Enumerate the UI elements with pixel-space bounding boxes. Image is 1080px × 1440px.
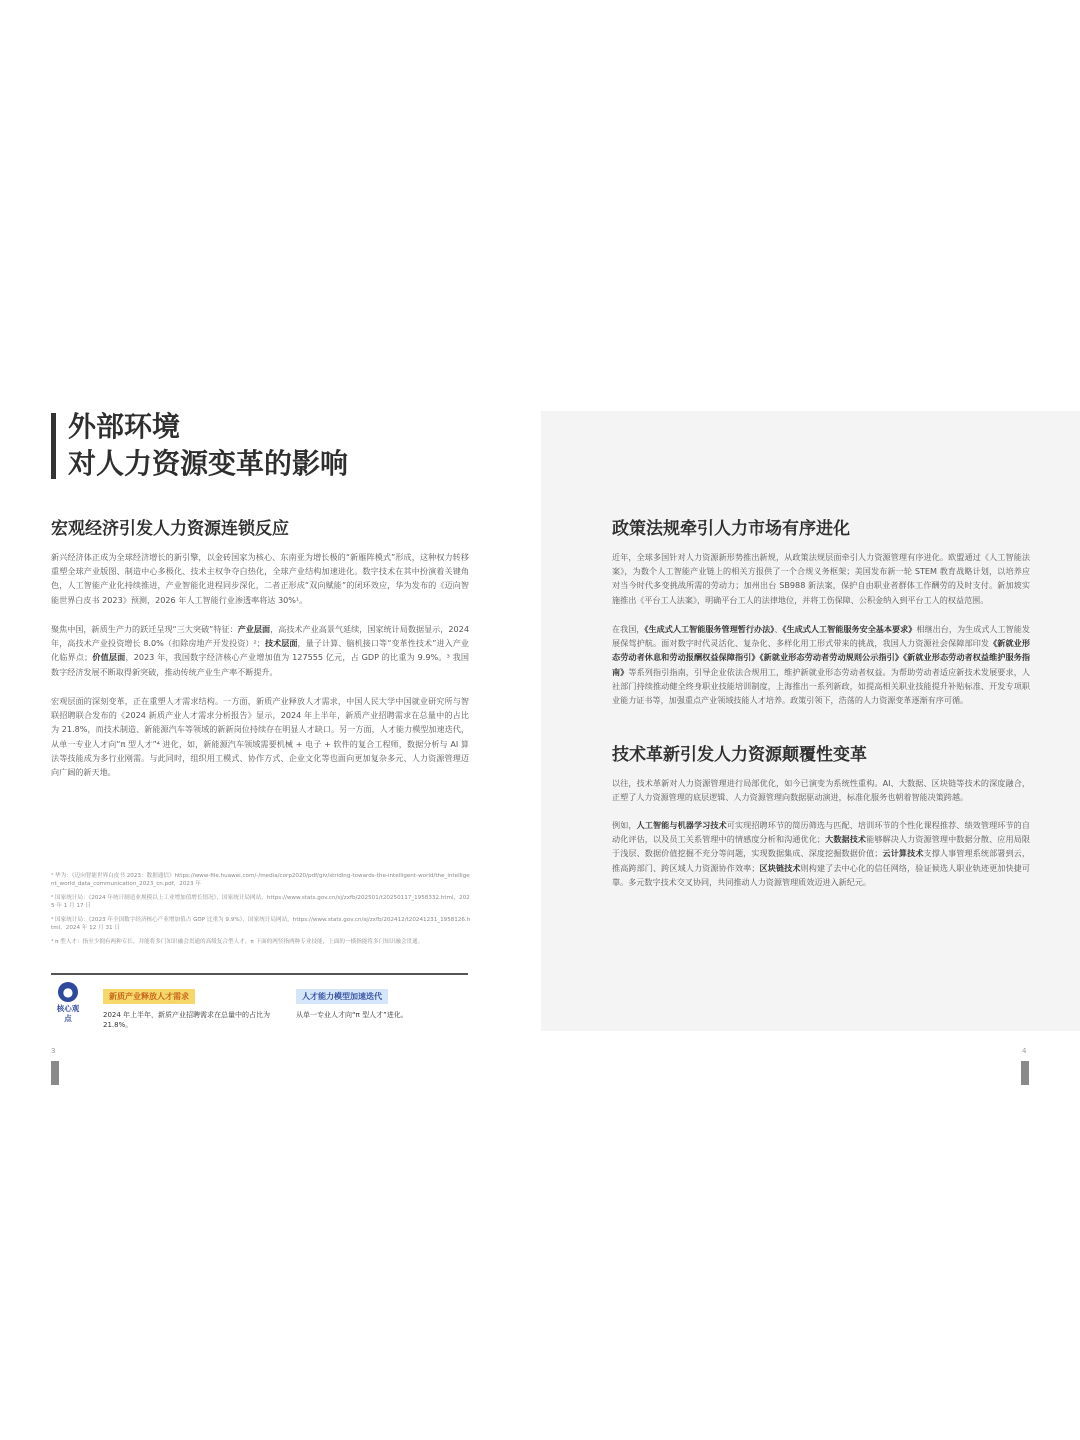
key-point-2-text: 从单一专业人才向“π 型人才”进化。: [296, 1011, 408, 1019]
tech-paragraph-1: 以往，技术革新对人力资源管理进行局部优化，如今已演变为系统性重构。AI、大数据、区块链等技术的深度融合，正塑了人力资源管理的底层逻辑、人力资源管理向数据驱动演进，标准化服务也朝着智能决策跨越。: [612, 778, 1030, 803]
text-span: 支撑人事管理系统部署到云，推高跨部门、跨区域人力资源协作效率；: [612, 848, 1030, 873]
text-span: 可实现招聘环节的简历筛选与匹配、培训环节的个性化课程推荐、绩效管理环节的自动化评估，以及员工关系管理中的情感度分析和沟通优化；: [612, 820, 1030, 845]
bold-span: 大数据技术: [825, 834, 867, 845]
footnote-4: ⁴ π 型人才：指至少拥有两种专长，并能将多门知识融会贯通的高级复合型人才。π 下面的两竖指两种专业技能，上面的一横指能将多门知识融会贯通。: [51, 939, 424, 945]
section-heading-policy: 政策法规牵引人力市场有序进化: [612, 519, 850, 539]
bold-span: 人工智能与机器学习技术: [636, 820, 727, 830]
footnotes: [51, 872, 471, 952]
right-page-background: [541, 411, 1080, 1031]
key-point-1: [103, 984, 283, 1030]
lightbulb-icon: ●: [58, 982, 78, 1002]
key-point-1-tag: 新质产业释放人才需求: [103, 989, 195, 1004]
macro-paragraph-1: 新兴经济体正成为全球经济增长的新引擎，以金砖国家为核心、东南亚为增长极的“新雁阵模式”形成，这种权力转移重塑全球产业版图、制造中心多极化、技术主权争夺白热化，全球产业结构加速进化。数字技术在其中扮演着关键角色，人工智能产业化持续推进，产业智能化进程同步深化，二者正形成“双向赋能”的闭环效应，华为发布的《迈向智能世界白皮书 2023》预测，2026 年人工智能行业渗透率将达 30%¹。: [51, 552, 469, 605]
page-marker-right: [1021, 1061, 1029, 1085]
bold-span: 《新就业形态劳动者休息和劳动报酬权益保障指引》《新就业形态劳动者劳动规则公示指引》《新就业形态劳动者权益维护服务指南》: [612, 638, 1030, 677]
title-line-2: 对人力资源变革的影响: [68, 447, 349, 480]
macro-paragraph-3: 宏观层面的深刻变革，正在重塑人才需求结构。一方面，新质产业释放人才需求，中国人民大学中国就业研究所与智联招聘联合发布的《2024 新质产业人才需求分析报告》显示，2024 年上半年，新质产业招聘需求在总量中的占比为 21.8%，而技术制造、新能源汽车等领域的新新岗位持续存在明显人才缺口。另一方面，人才能力模型加速迭代，从单一专业人才向“π 型人才”⁴ 进化，如，新能源汽车领域需要机械 + 电子 + 软件的复合工程师，数据分析与 AI 算法等技能成为多行业刚需。与此同时，组织用工模式、协作方式、企业文化等也面向更加复杂多元、人力资源管理迈向广阔的新天地。: [51, 696, 469, 778]
page-number-right: 4: [1022, 1047, 1027, 1055]
text-span: 聚焦中国，新质生产力的跃迁呈现“三大突破”特征：: [51, 624, 238, 634]
bold-span: 云计算技术: [882, 848, 924, 859]
text-span: 相继出台，为生成式人工智能发展保驾护航。面对数字时代灵活化、复杂化、多样化用工形式带来的挑战，我国人力资源社会保障部印发: [612, 624, 1030, 649]
title-line-1: 外部环境: [68, 410, 181, 443]
text-span: 例如，: [612, 820, 637, 830]
text-span: 则构建了去中心化的信任网络，验证候选人职业轨迹更加快捷可靠。多元数字技术交叉协同，共同推动人力资源管理质效迈进入新纪元。: [612, 862, 1030, 887]
bold-span: 区块链技术: [759, 862, 801, 873]
bold-span: 《生成式人工智能服务管理暂行办法》: [644, 624, 775, 634]
key-points-box: [51, 973, 468, 1029]
page-marker-left: [51, 1061, 59, 1085]
page-title: [68, 408, 348, 482]
text-span: 能够解决人力资源管理中数据分散、应用局限于浅层、数据价值挖掘不充分等问题，实现数据集成、深度挖掘数据价值；: [612, 834, 1030, 859]
text-span: ，高技术产业高景气延续，国家统计局数据显示，2024 年，高技术产业投资增长 8.0%（扣除房地产开发投资）²；: [51, 624, 469, 649]
text-span: 在我国，: [612, 624, 645, 634]
text-span: 、: [774, 624, 783, 634]
bold-span: 价值层面: [92, 652, 126, 663]
key-point-1-text: 2024 年上半年，新质产业招聘需求在总量中的占比为 21.8%。: [103, 1011, 271, 1029]
tech-paragraph-2: [612, 818, 1030, 889]
bold-span: 产业层面: [237, 624, 271, 634]
footnote-2: ² 国家统计局：《2024 年统计制造业规模以上工业增加值增长情况》，国家统计局网站，https://www.stats.gov.cn/sj/zxfb/202501/t20250117_1958332.html，2025 年 1 月 17 日: [51, 895, 470, 909]
footnote-3: ³ 国家统计局：《2023 年全国数字经济核心产业增加值占 GDP 比重为 9.9%》，国家统计局网站，https://www.stats.gov.cn/sj/zxfb/202412/t20241231_1958126.html，2024 年 12 月 31 日: [51, 917, 471, 931]
policy-paragraph-1: 近年，全球多国针对人力资源新形势推出新规，从政策法规层面牵引人力资源管理有序进化。欧盟通过《人工智能法案》，为数个人工智能产业链上的相关方报供了一个合规义务框架；美国发布新一轮 STEM 教育战略计划，以培养应对当今时代多变挑战所需的劳动力；加州出台 SB988 新法案，保护自由职业者群体工作酬劳的及时支付。新加坡实施推出《平台工人法案》，明确平台工人的法律地位，并将工伤保障、公积金纳入到平台工人的权益范围。: [612, 552, 1030, 605]
key-point-2-tag: 人才能力模型加速迭代: [296, 989, 388, 1004]
key-points-label: 核心观点: [56, 1004, 80, 1023]
bold-span: 《生成式人工智能服务安全基本要求》: [782, 624, 917, 634]
text-span: ，量子计算、脑机接口等“变革性技术”进入产业化临界点；: [51, 638, 469, 663]
footnote-1: ¹ 华为：《迈向智能世界白皮书 2023：数据通信》https://www-file.huawei.com/-/media/corp2020/pdf/giv/striding-towards-the-intelligent-world/the_intelligent_world_data_communication_2023_cn.pdf，2023 年: [51, 873, 470, 887]
bold-span: 技术层面: [264, 638, 298, 649]
text-span: ，2023 年，我国数字经济核心产业增加值为 127555 亿元，占 GDP 的比重为 9.9%。³ 我国数字经济发展不断取得新突破，推动传统产业生产率不断提升。: [51, 652, 469, 677]
section-heading-macro-economy: 宏观经济引发人力资源连锁反应: [51, 519, 289, 539]
title-accent-bar: [51, 413, 56, 479]
section-heading-technology: 技术革新引发人力资源颠覆性变革: [612, 745, 867, 765]
text-span: 等系列指引指南，引导企业依法合规用工，维护新就业形态劳动者权益。为帮助劳动者适应新技术发展要求，人社部门持续推动健全终身职业技能培训制度，上海推出一系列新政，如提高相关职业技能提升补贴标准、开发专项职业能力证书等，加强重点产业领域技能人才培养。政策引领下，浩荡的人力资源变革逐渐有序可循。: [612, 666, 1030, 706]
key-point-2: [296, 984, 466, 1020]
page-number-left: 3: [51, 1047, 56, 1055]
macro-paragraph-2: [51, 622, 469, 679]
policy-paragraph-2: [612, 622, 1030, 707]
